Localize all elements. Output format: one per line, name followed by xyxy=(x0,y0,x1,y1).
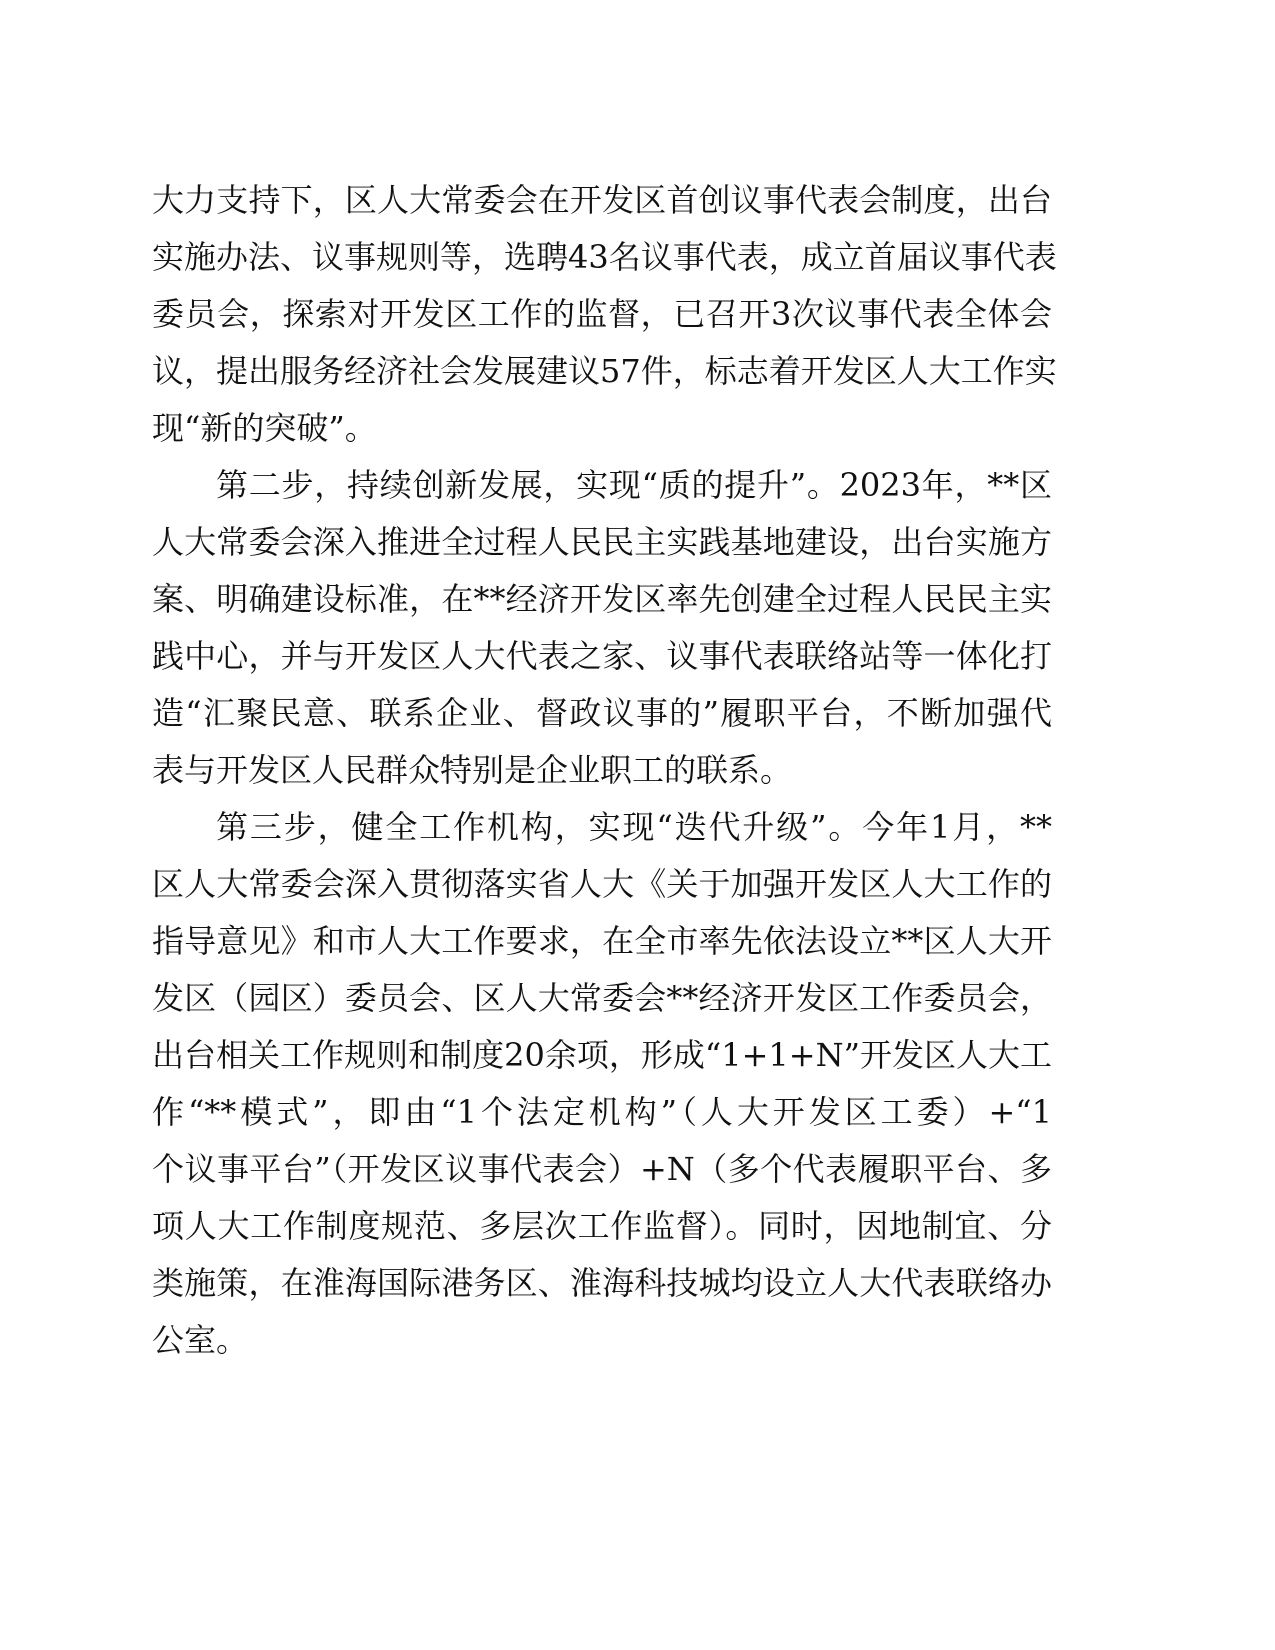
paragraph-2-line-1: 第二步，持续创新发展，实现“质的提升”。2023年，**区 xyxy=(216,466,1052,504)
paragraph-3-line-2: 区人大常委会深入贯彻落实省人大《关于加强开发区人大工作的 xyxy=(152,865,1052,903)
paragraph-3-line-5: 出台相关工作规则和制度20余项，形成“1+1+N”开发区人大工 xyxy=(152,1036,1052,1074)
paragraph-3-line-4: 发区（园区）委员会、区人大常委会**经济开发区工作委员会， xyxy=(152,979,1052,1017)
paragraph-2-line-3: 案、明确建设标准，在**经济开发区率先创建全过程人民民主实 xyxy=(152,580,1052,618)
paragraph-1-line-1: 大力支持下，区人大常委会在开发区首创议事代表会制度，出台 xyxy=(152,181,1052,219)
paragraph-2-line-6: 表与开发区人民群众特别是企业职工的联系。 xyxy=(152,751,793,789)
paragraph-3-line-7: 个议事平台”（开发区议事代表会）+N（多个代表履职平台、多 xyxy=(152,1150,1052,1188)
paragraph-2-line-2: 人大常委会深入推进全过程人民民主实践基地建设，出台实施方 xyxy=(152,523,1052,561)
paragraph-1-line-4: 议，提出服务经济社会发展建议57件，标志着开发区人大工作实 xyxy=(152,352,1057,390)
paragraph-3-line-9: 类施策，在淮海国际港务区、淮海科技城均设立人大代表联络办 xyxy=(152,1264,1052,1302)
paragraph-3-line-8: 项人大工作制度规范、多层次工作监督）。同时，因地制宜、分 xyxy=(152,1207,1052,1245)
paragraph-1-line-3: 委员会，探索对开发区工作的监督，已召开3次议事代表全体会 xyxy=(152,295,1052,333)
paragraph-2-line-5: 造“汇聚民意、联系企业、督政议事的”履职平台，不断加强代 xyxy=(152,694,1052,732)
paragraph-1-line-5: 现“新的突破”。 xyxy=(152,409,377,447)
paragraph-1-line-2: 实施办法、议事规则等，选聘43名议事代表，成立首届议事代表 xyxy=(152,238,1057,276)
paragraph-3-line-10: 公室。 xyxy=(152,1321,249,1359)
paragraph-2-line-4: 践中心，并与开发区人大代表之家、议事代表联络站等一体化打 xyxy=(152,637,1052,675)
paragraph-3-line-3: 指导意见》和市人大工作要求，在全市率先依法设立**区人大开 xyxy=(152,922,1052,960)
paragraph-3-line-1: 第三步，健全工作机构，实现“迭代升级”。今年1月，** xyxy=(216,808,1052,846)
paragraph-3-line-6: 作“**模式”，即由“1个法定机构”（人大开发区工委）+“1 xyxy=(152,1093,1052,1131)
